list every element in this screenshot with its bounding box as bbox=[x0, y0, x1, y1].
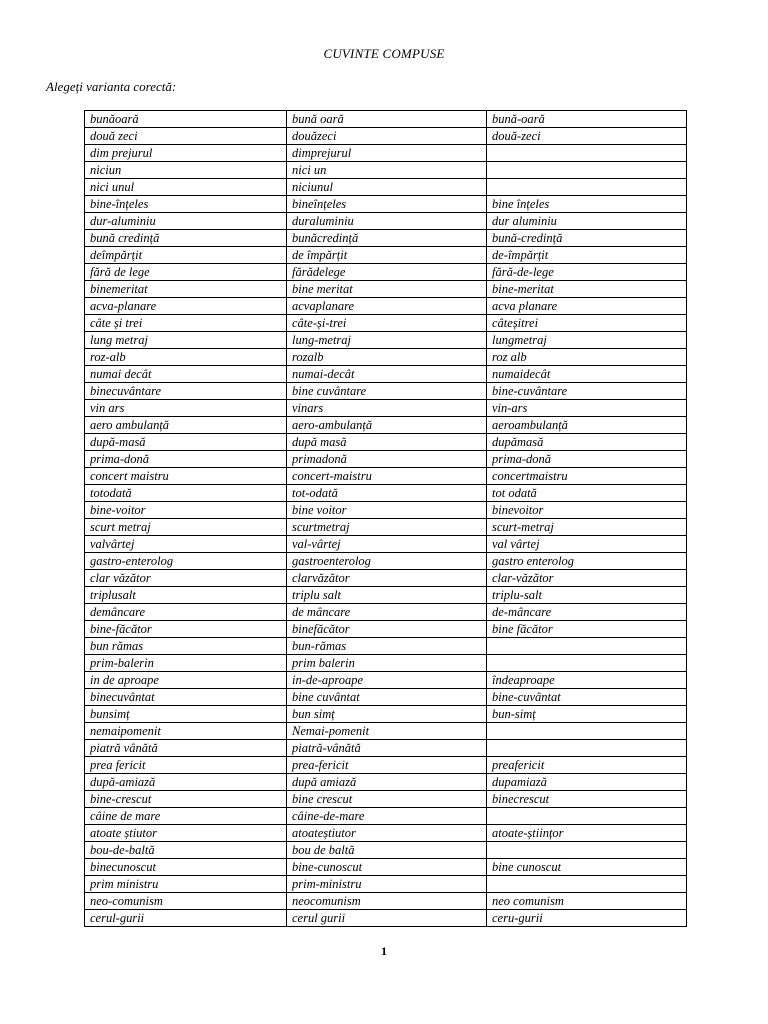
word-variant-cell: după masă bbox=[287, 434, 487, 451]
table-row bbox=[85, 162, 687, 179]
word-variant-cell: triplusalt bbox=[85, 587, 287, 604]
word-variant-cell: bine-înțeles bbox=[85, 196, 287, 213]
table-row bbox=[85, 383, 687, 400]
word-variant-cell: binemeritat bbox=[85, 281, 287, 298]
word-variant-cell: dur aluminiu bbox=[487, 213, 687, 230]
word-variant-cell bbox=[487, 162, 687, 179]
word-variant-cell: de-mâncare bbox=[487, 604, 687, 621]
word-variant-cell: primadonă bbox=[287, 451, 487, 468]
word-variant-cell: fărădelege bbox=[287, 264, 487, 281]
word-variant-cell bbox=[487, 179, 687, 196]
word-variant-cell: cerul-gurii bbox=[85, 910, 287, 927]
table-row bbox=[85, 808, 687, 825]
word-variant-cell: dimprejurul bbox=[287, 145, 487, 162]
table-row bbox=[85, 774, 687, 791]
word-variant-cell: bună-credință bbox=[487, 230, 687, 247]
word-variant-cell: dur-aluminiu bbox=[85, 213, 287, 230]
table-row bbox=[85, 621, 687, 638]
word-variant-cell: bun simț bbox=[287, 706, 487, 723]
word-variant-cell: lung-metraj bbox=[287, 332, 487, 349]
word-variant-cell: bine-cunoscut bbox=[287, 859, 487, 876]
word-variant-cell: val vârtej bbox=[487, 536, 687, 553]
word-variant-cell: concertmaistru bbox=[487, 468, 687, 485]
word-variant-cell bbox=[487, 723, 687, 740]
word-variant-cell: bine-crescut bbox=[85, 791, 287, 808]
page-number: 1 bbox=[381, 944, 387, 958]
word-variant-cell: concert-maistru bbox=[287, 468, 487, 485]
word-variant-cell: după-amiază bbox=[85, 774, 287, 791]
word-variant-cell: acva planare bbox=[487, 298, 687, 315]
word-variant-cell: rozalb bbox=[287, 349, 487, 366]
table-row bbox=[85, 349, 687, 366]
word-variant-cell: bunsimț bbox=[85, 706, 287, 723]
document-title: CUVINTE COMPUSE bbox=[323, 46, 445, 61]
table-row bbox=[85, 111, 687, 128]
word-variant-cell: două-zeci bbox=[487, 128, 687, 145]
word-variant-cell: gastroenterolog bbox=[287, 553, 487, 570]
word-variant-cell: binecuvântare bbox=[85, 383, 287, 400]
word-variant-cell: vin-ars bbox=[487, 400, 687, 417]
word-variant-cell: clar-văzător bbox=[487, 570, 687, 587]
word-variant-cell: fără de lege bbox=[85, 264, 287, 281]
table-row bbox=[85, 876, 687, 893]
word-variant-cell: demâncare bbox=[85, 604, 287, 621]
word-variant-cell: prim ministru bbox=[85, 876, 287, 893]
word-variant-cell: bine-cuvântare bbox=[487, 383, 687, 400]
word-variant-cell bbox=[487, 638, 687, 655]
word-variant-cell: bine-cuvântat bbox=[487, 689, 687, 706]
table-row bbox=[85, 723, 687, 740]
word-variant-cell: Nemai-pomenit bbox=[287, 723, 487, 740]
table-row bbox=[85, 825, 687, 842]
table-row bbox=[85, 230, 687, 247]
word-variant-cell: prim balerin bbox=[287, 655, 487, 672]
table-row bbox=[85, 604, 687, 621]
table-row bbox=[85, 213, 687, 230]
word-variant-cell: clar văzător bbox=[85, 570, 287, 587]
table-row bbox=[85, 502, 687, 519]
word-variant-cell: piatră-vânătă bbox=[287, 740, 487, 757]
word-variant-cell: concert maistru bbox=[85, 468, 287, 485]
word-variant-cell: bine înțeles bbox=[487, 196, 687, 213]
word-variant-cell: prima-donă bbox=[85, 451, 287, 468]
word-variant-cell: scurt-metraj bbox=[487, 519, 687, 536]
word-variant-cell bbox=[487, 876, 687, 893]
word-variant-cell: scurtmetraj bbox=[287, 519, 487, 536]
word-variant-cell: câte-și-trei bbox=[287, 315, 487, 332]
table-row bbox=[85, 315, 687, 332]
word-variant-cell: acva-planare bbox=[85, 298, 287, 315]
table-row bbox=[85, 655, 687, 672]
word-variant-cell: nici unul bbox=[85, 179, 287, 196]
word-variant-cell bbox=[487, 145, 687, 162]
word-variant-cell: lung metraj bbox=[85, 332, 287, 349]
table-row bbox=[85, 247, 687, 264]
table-row bbox=[85, 859, 687, 876]
word-variant-cell: bine cuvântare bbox=[287, 383, 487, 400]
word-variant-cell: câteșitrei bbox=[487, 315, 687, 332]
word-variant-cell: dupamiază bbox=[487, 774, 687, 791]
table-row bbox=[85, 281, 687, 298]
word-variant-cell: acvaplanare bbox=[287, 298, 487, 315]
word-variant-cell bbox=[487, 842, 687, 859]
table-row bbox=[85, 145, 687, 162]
word-variant-cell bbox=[487, 655, 687, 672]
table-row bbox=[85, 536, 687, 553]
word-variant-cell: bun rămas bbox=[85, 638, 287, 655]
table-row bbox=[85, 553, 687, 570]
word-variant-cell: câte și trei bbox=[85, 315, 287, 332]
word-variant-cell: deîmpărțit bbox=[85, 247, 287, 264]
table-row bbox=[85, 451, 687, 468]
word-variant-cell: lungmetraj bbox=[487, 332, 687, 349]
word-variant-cell: două zeci bbox=[85, 128, 287, 145]
table-row bbox=[85, 570, 687, 587]
table-row bbox=[85, 672, 687, 689]
table-row bbox=[85, 757, 687, 774]
table-row bbox=[85, 400, 687, 417]
word-variant-cell: bineînțeles bbox=[287, 196, 487, 213]
table-row bbox=[85, 587, 687, 604]
word-variant-cell: val-vârtej bbox=[287, 536, 487, 553]
word-variant-cell: in de aproape bbox=[85, 672, 287, 689]
word-variant-cell: bunăoară bbox=[85, 111, 287, 128]
word-variant-cell: bou de baltă bbox=[287, 842, 487, 859]
table-row bbox=[85, 519, 687, 536]
word-variant-cell: bun-simț bbox=[487, 706, 687, 723]
word-variant-cell: bine-meritat bbox=[487, 281, 687, 298]
word-variant-cell: bine-făcător bbox=[85, 621, 287, 638]
word-variant-cell: preafericit bbox=[487, 757, 687, 774]
word-variant-cell: binecuvântat bbox=[85, 689, 287, 706]
word-variant-cell: câine-de-mare bbox=[287, 808, 487, 825]
word-variant-cell: de mâncare bbox=[287, 604, 487, 621]
word-variant-cell: roz alb bbox=[487, 349, 687, 366]
table-row bbox=[85, 332, 687, 349]
word-variant-cell: aero-ambulanță bbox=[287, 417, 487, 434]
table-row bbox=[85, 485, 687, 502]
word-variant-cell: bou-de-baltă bbox=[85, 842, 287, 859]
word-variant-cell: bine voitor bbox=[287, 502, 487, 519]
table-row bbox=[85, 791, 687, 808]
table-row bbox=[85, 893, 687, 910]
word-variant-cell: valvârtej bbox=[85, 536, 287, 553]
word-variant-cell: nici un bbox=[287, 162, 487, 179]
word-variant-cell: îndeaproape bbox=[487, 672, 687, 689]
word-variant-cell: scurt metraj bbox=[85, 519, 287, 536]
word-variant-cell: duraluminiu bbox=[287, 213, 487, 230]
table-row bbox=[85, 298, 687, 315]
table-row bbox=[85, 706, 687, 723]
table-body bbox=[85, 111, 687, 927]
word-variant-cell: binefăcător bbox=[287, 621, 487, 638]
table-row bbox=[85, 128, 687, 145]
word-variant-cell: gastro enterolog bbox=[487, 553, 687, 570]
table-row bbox=[85, 196, 687, 213]
table-row bbox=[85, 689, 687, 706]
word-variant-cell: clarvăzător bbox=[287, 570, 487, 587]
word-variant-cell: prima-donă bbox=[487, 451, 687, 468]
table-row bbox=[85, 468, 687, 485]
word-variant-cell: neo-comunism bbox=[85, 893, 287, 910]
word-variant-cell: aeroambulanță bbox=[487, 417, 687, 434]
word-variant-cell: triplu salt bbox=[287, 587, 487, 604]
word-variant-cell: bună-oară bbox=[487, 111, 687, 128]
word-variant-cell: douăzeci bbox=[287, 128, 487, 145]
word-variant-cell: bună credință bbox=[85, 230, 287, 247]
word-variant-cell: in-de-aproape bbox=[287, 672, 487, 689]
word-variant-cell bbox=[487, 740, 687, 757]
word-variant-cell: fără-de-lege bbox=[487, 264, 687, 281]
word-variant-cell: niciunul bbox=[287, 179, 487, 196]
word-variant-cell: bine cuvântat bbox=[287, 689, 487, 706]
word-variant-cell: dim prejurul bbox=[85, 145, 287, 162]
word-variant-cell: bine cunoscut bbox=[487, 859, 687, 876]
word-variant-cell: ceru-gurii bbox=[487, 910, 687, 927]
word-variant-cell: atoateștiutor bbox=[287, 825, 487, 842]
word-variant-cell: binecrescut bbox=[487, 791, 687, 808]
word-variant-cell: numaidecât bbox=[487, 366, 687, 383]
table-row bbox=[85, 366, 687, 383]
word-variant-cell: după-masă bbox=[85, 434, 287, 451]
word-variant-cell: bine făcător bbox=[487, 621, 687, 638]
word-variant-cell: neo comunism bbox=[487, 893, 687, 910]
word-variant-cell: câine de mare bbox=[85, 808, 287, 825]
table-row bbox=[85, 842, 687, 859]
word-variant-cell: vinars bbox=[287, 400, 487, 417]
word-variant-cell: prea fericit bbox=[85, 757, 287, 774]
instruction-text: Alegeți varianta corectă: bbox=[46, 79, 177, 94]
word-variant-cell: de-împărțit bbox=[487, 247, 687, 264]
table-row bbox=[85, 910, 687, 927]
word-variant-cell: de împărțit bbox=[287, 247, 487, 264]
word-variant-cell: niciun bbox=[85, 162, 287, 179]
word-variant-cell: cerul gurii bbox=[287, 910, 487, 927]
table-row bbox=[85, 264, 687, 281]
word-variant-cell: totodată bbox=[85, 485, 287, 502]
word-variant-cell: prim-balerin bbox=[85, 655, 287, 672]
word-variant-cell: prea-fericit bbox=[287, 757, 487, 774]
compound-words-table bbox=[84, 110, 687, 927]
word-variant-cell: bine meritat bbox=[287, 281, 487, 298]
word-variant-cell: aero ambulanță bbox=[85, 417, 287, 434]
word-variant-cell: binecunoscut bbox=[85, 859, 287, 876]
word-variant-cell: nemaipomenit bbox=[85, 723, 287, 740]
word-variant-cell: gastro-enterolog bbox=[85, 553, 287, 570]
word-variant-cell: vin ars bbox=[85, 400, 287, 417]
table-row bbox=[85, 434, 687, 451]
table-row bbox=[85, 179, 687, 196]
table-row bbox=[85, 638, 687, 655]
table-row bbox=[85, 417, 687, 434]
word-variant-cell: după amiază bbox=[287, 774, 487, 791]
table-row bbox=[85, 740, 687, 757]
word-variant-cell: bine crescut bbox=[287, 791, 487, 808]
word-variant-cell: numai decât bbox=[85, 366, 287, 383]
word-variant-cell: numai-decât bbox=[287, 366, 487, 383]
word-variant-cell: bine-voitor bbox=[85, 502, 287, 519]
word-variant-cell: bunăcredință bbox=[287, 230, 487, 247]
word-variant-cell: triplu-salt bbox=[487, 587, 687, 604]
word-variant-cell: tot odată bbox=[487, 485, 687, 502]
word-variant-cell: bun-rămas bbox=[287, 638, 487, 655]
word-variant-cell: binevoitor bbox=[487, 502, 687, 519]
word-variant-cell: tot-odată bbox=[287, 485, 487, 502]
word-variant-cell: piatră vânătă bbox=[85, 740, 287, 757]
word-variant-cell: roz-alb bbox=[85, 349, 287, 366]
word-variant-cell bbox=[487, 808, 687, 825]
word-variant-cell: prim-ministru bbox=[287, 876, 487, 893]
word-variant-cell: dupămasă bbox=[487, 434, 687, 451]
word-variant-cell: atoate știutor bbox=[85, 825, 287, 842]
word-variant-cell: neocomunism bbox=[287, 893, 487, 910]
word-variant-cell: atoate-științor bbox=[487, 825, 687, 842]
word-variant-cell: bună oară bbox=[287, 111, 487, 128]
